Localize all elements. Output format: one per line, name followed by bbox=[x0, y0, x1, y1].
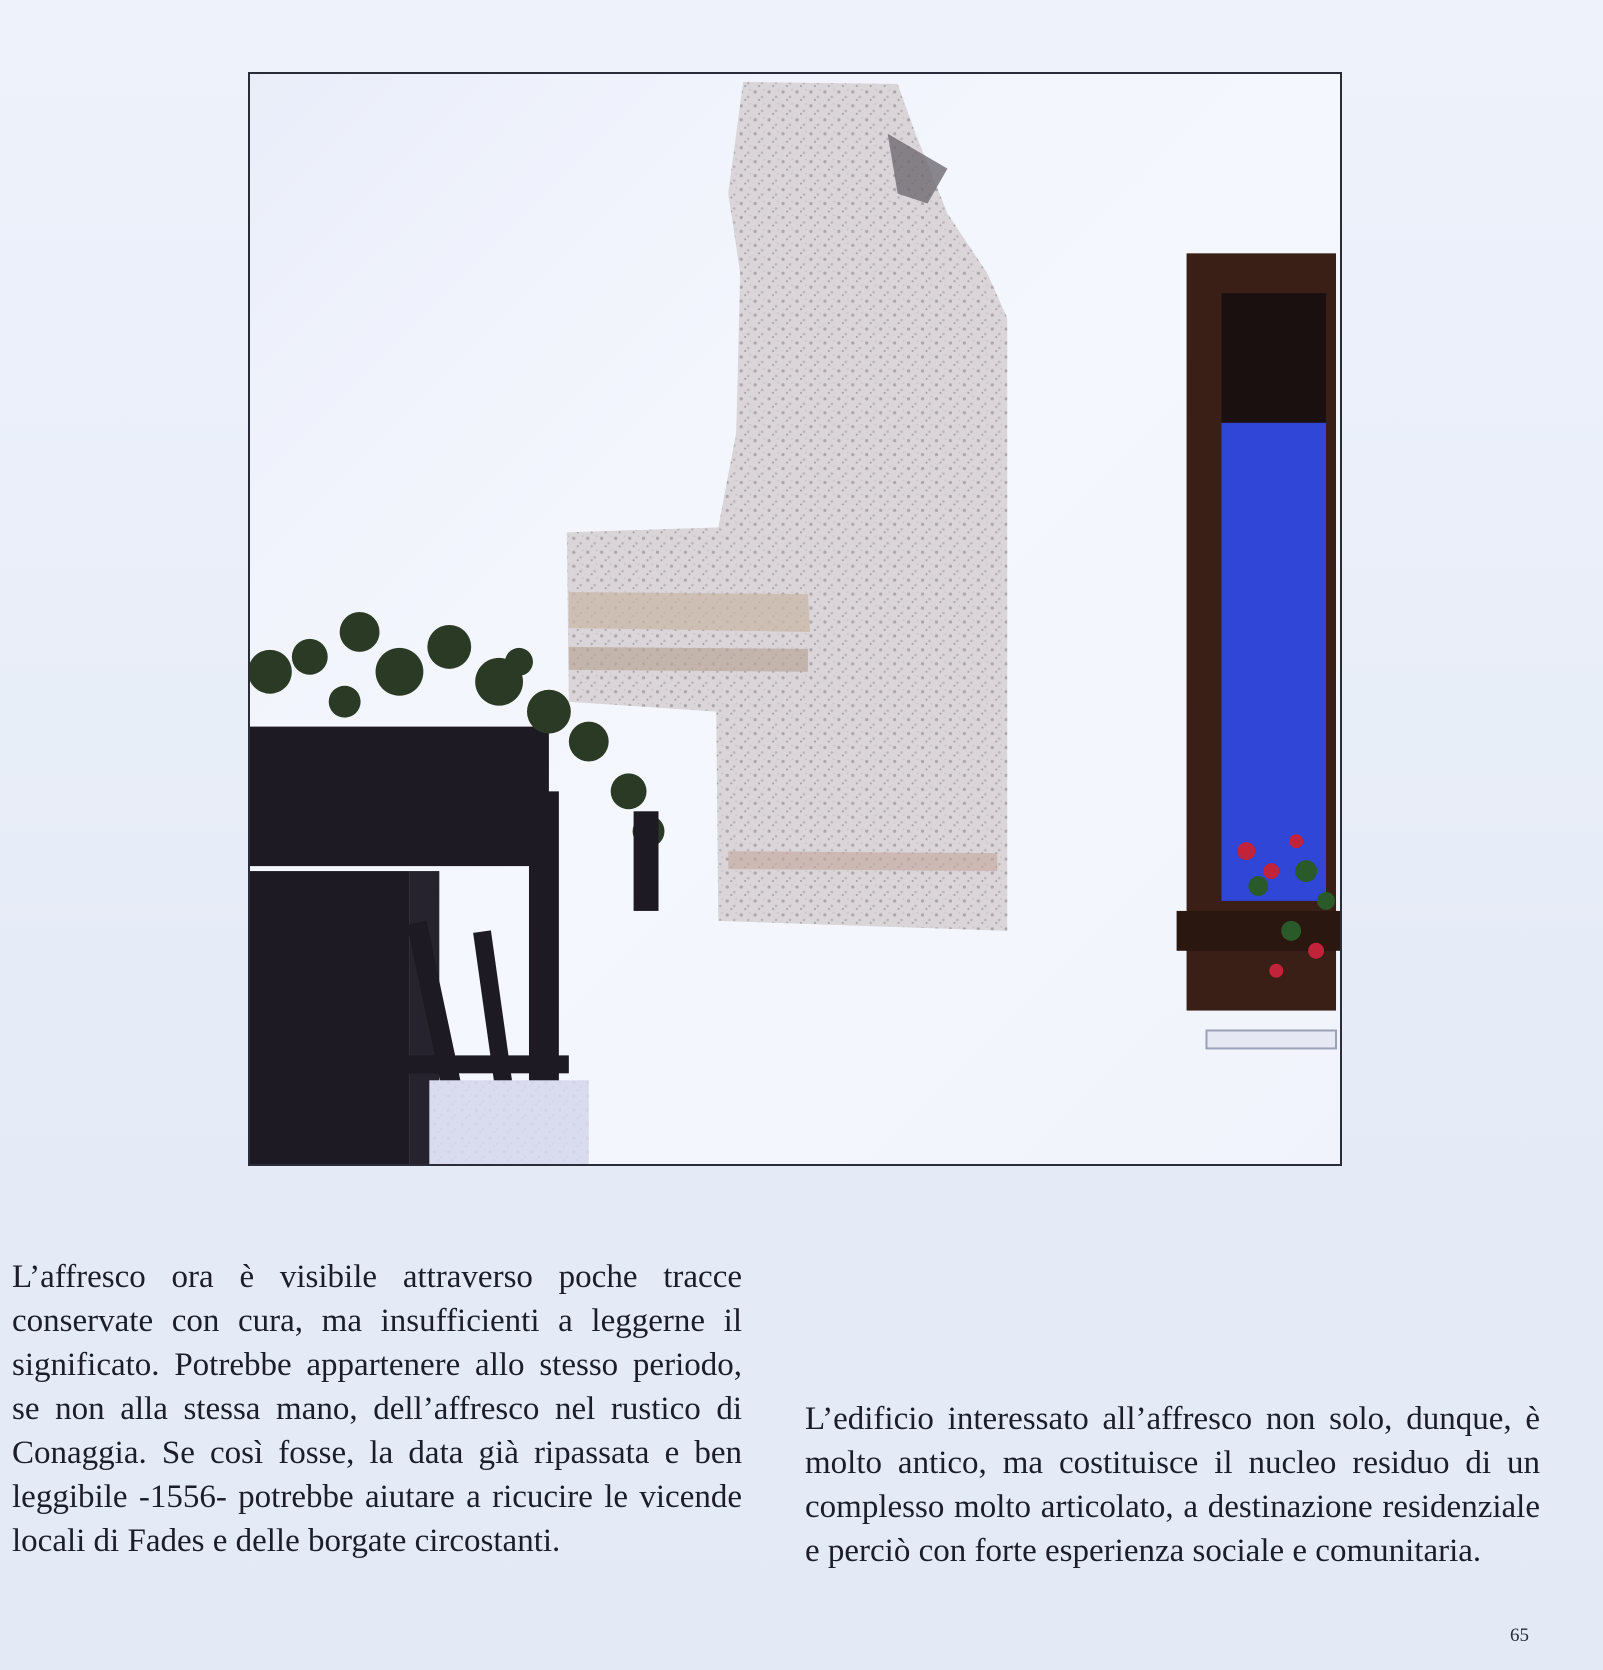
left-paragraph: L’affresco ora è visibile attraverso poche tracce conservate con cura, ma insufficienti a leggerne il significato. Potrebbe appartenere allo stesso periodo, se non alla stessa mano, dell’affresco nel rustico di Conaggia. Se così fosse, la data già ripassata e ben leggibile -1556- potrebbe aiutare a ricucire le vicende locali di Fades e delle borgate circostanti. bbox=[12, 1259, 742, 1559]
right-paragraph: L’edificio interessato all’affresco non solo, dunque, è molto antico, ma costituisce il nucleo residuo di un complesso molto articolato, a destinazione residenziale e perciò con forte esperienza sociale e comunitaria. bbox=[805, 1401, 1540, 1569]
left-text-column bbox=[12, 1255, 742, 1563]
page-number: 65 bbox=[1510, 1625, 1529, 1646]
right-text-column bbox=[805, 1397, 1540, 1573]
fresco-photo bbox=[248, 72, 1342, 1166]
fresco-wall-photo-icon bbox=[250, 74, 1340, 1164]
